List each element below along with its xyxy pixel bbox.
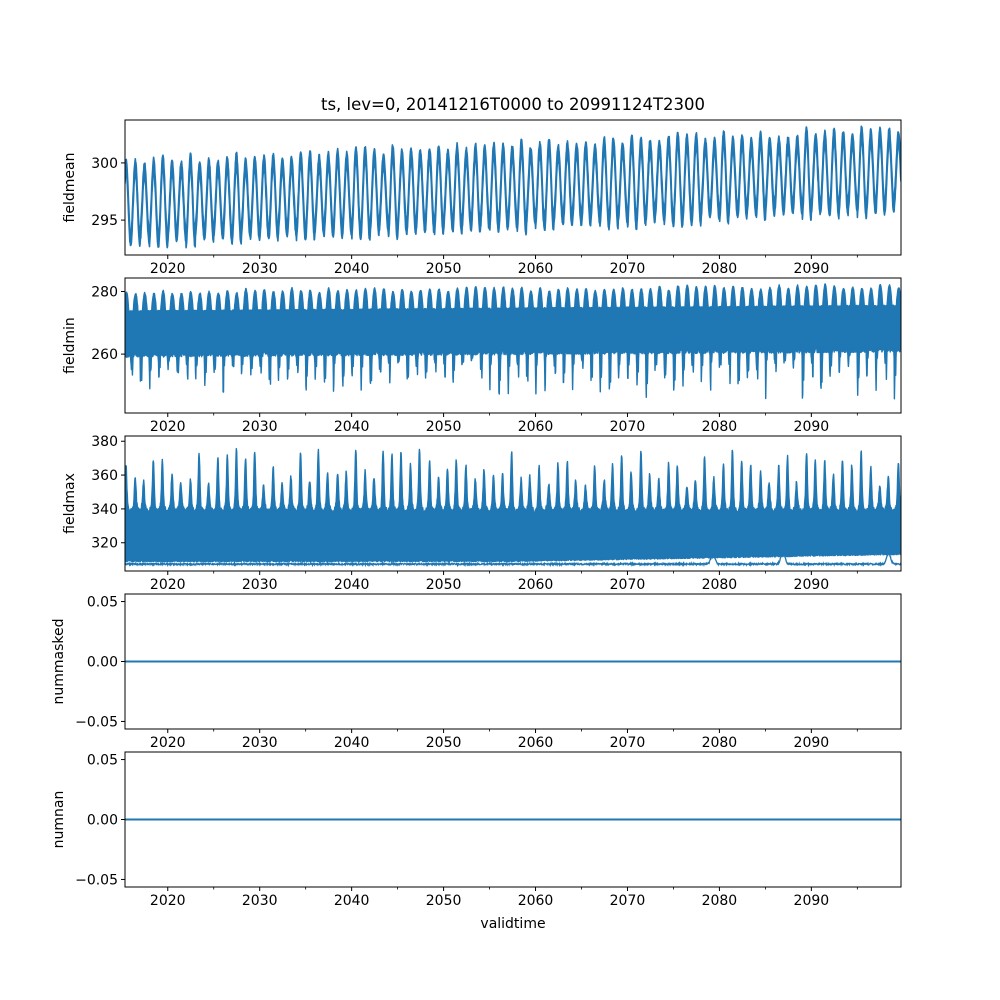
y-tick-label: −0.05: [75, 714, 118, 731]
x-tick-label: 2020: [149, 419, 186, 435]
x-tick-label: 2050: [425, 261, 462, 277]
x-tick-label: 2050: [425, 893, 462, 909]
x-tick-label: 2060: [517, 893, 554, 909]
subplot-fieldmean: [62, 120, 901, 277]
x-tick-label: 2040: [333, 261, 370, 277]
x-tick-label: 2060: [517, 735, 554, 751]
x-tick-label: 2030: [241, 419, 278, 435]
figure-title: ts, lev=0, 20141216T0000 to 20991124T2300: [320, 95, 706, 114]
y-tick-label: 295: [91, 213, 118, 230]
x-tick-label: 2080: [701, 261, 738, 277]
x-tick-label: 2070: [609, 419, 646, 435]
y-tick-label: 380: [91, 434, 118, 451]
x-tick-label: 2050: [425, 419, 462, 435]
x-tick-label: 2020: [149, 261, 186, 277]
x-tick-label: 2040: [333, 893, 370, 909]
x-tick-label: 2090: [793, 261, 830, 277]
y-tick-label: 0.00: [86, 812, 118, 829]
x-tick-label: 2060: [517, 577, 554, 593]
x-tick-label: 2030: [241, 735, 278, 751]
y-axis-label: fieldmin: [62, 317, 78, 374]
y-tick-label: 340: [91, 501, 118, 518]
y-axis-label: numnan: [51, 790, 67, 849]
x-tick-label: 2060: [517, 419, 554, 435]
x-tick-label: 2030: [241, 893, 278, 909]
x-tick-label: 2040: [333, 419, 370, 435]
y-tick-label: 280: [91, 284, 118, 301]
x-tick-label: 2070: [609, 577, 646, 593]
x-tick-label: 2050: [425, 735, 462, 751]
x-tick-label: 2050: [425, 577, 462, 593]
y-tick-label: −0.05: [75, 872, 118, 889]
x-tick-label: 2090: [793, 577, 830, 593]
y-tick-label: 300: [91, 155, 118, 172]
y-tick-label: 260: [91, 347, 118, 364]
x-tick-label: 2040: [333, 577, 370, 593]
x-tick-label: 2020: [149, 735, 186, 751]
x-tick-label: 2020: [149, 577, 186, 593]
x-axis-label: validtime: [480, 916, 546, 932]
y-axis-label: fieldmean: [62, 152, 78, 223]
x-tick-label: 2070: [609, 261, 646, 277]
x-tick-label: 2090: [793, 893, 830, 909]
x-tick-label: 2080: [701, 577, 738, 593]
x-tick-label: 2020: [149, 893, 186, 909]
x-tick-label: 2090: [793, 419, 830, 435]
x-tick-label: 2090: [793, 735, 830, 751]
x-tick-label: 2040: [333, 735, 370, 751]
x-tick-label: 2070: [609, 735, 646, 751]
x-tick-label: 2030: [241, 577, 278, 593]
subplot-fieldmin: [62, 278, 901, 435]
x-tick-label: 2060: [517, 261, 554, 277]
y-axis-label: fieldmax: [62, 473, 78, 534]
y-tick-label: 0.05: [86, 752, 118, 769]
y-tick-label: 0.05: [86, 594, 118, 611]
y-tick-label: 360: [91, 468, 118, 485]
y-tick-label: 320: [91, 535, 118, 552]
y-axis-label: nummasked: [51, 618, 67, 705]
subplot-fieldmax: [62, 434, 901, 593]
x-tick-label: 2070: [609, 893, 646, 909]
x-tick-label: 2080: [701, 419, 738, 435]
y-tick-label: 0.00: [86, 654, 118, 671]
x-tick-label: 2030: [241, 261, 278, 277]
x-tick-label: 2080: [701, 893, 738, 909]
subplot-numnan: [51, 752, 901, 909]
x-tick-label: 2080: [701, 735, 738, 751]
subplot-nummasked: [51, 594, 901, 751]
